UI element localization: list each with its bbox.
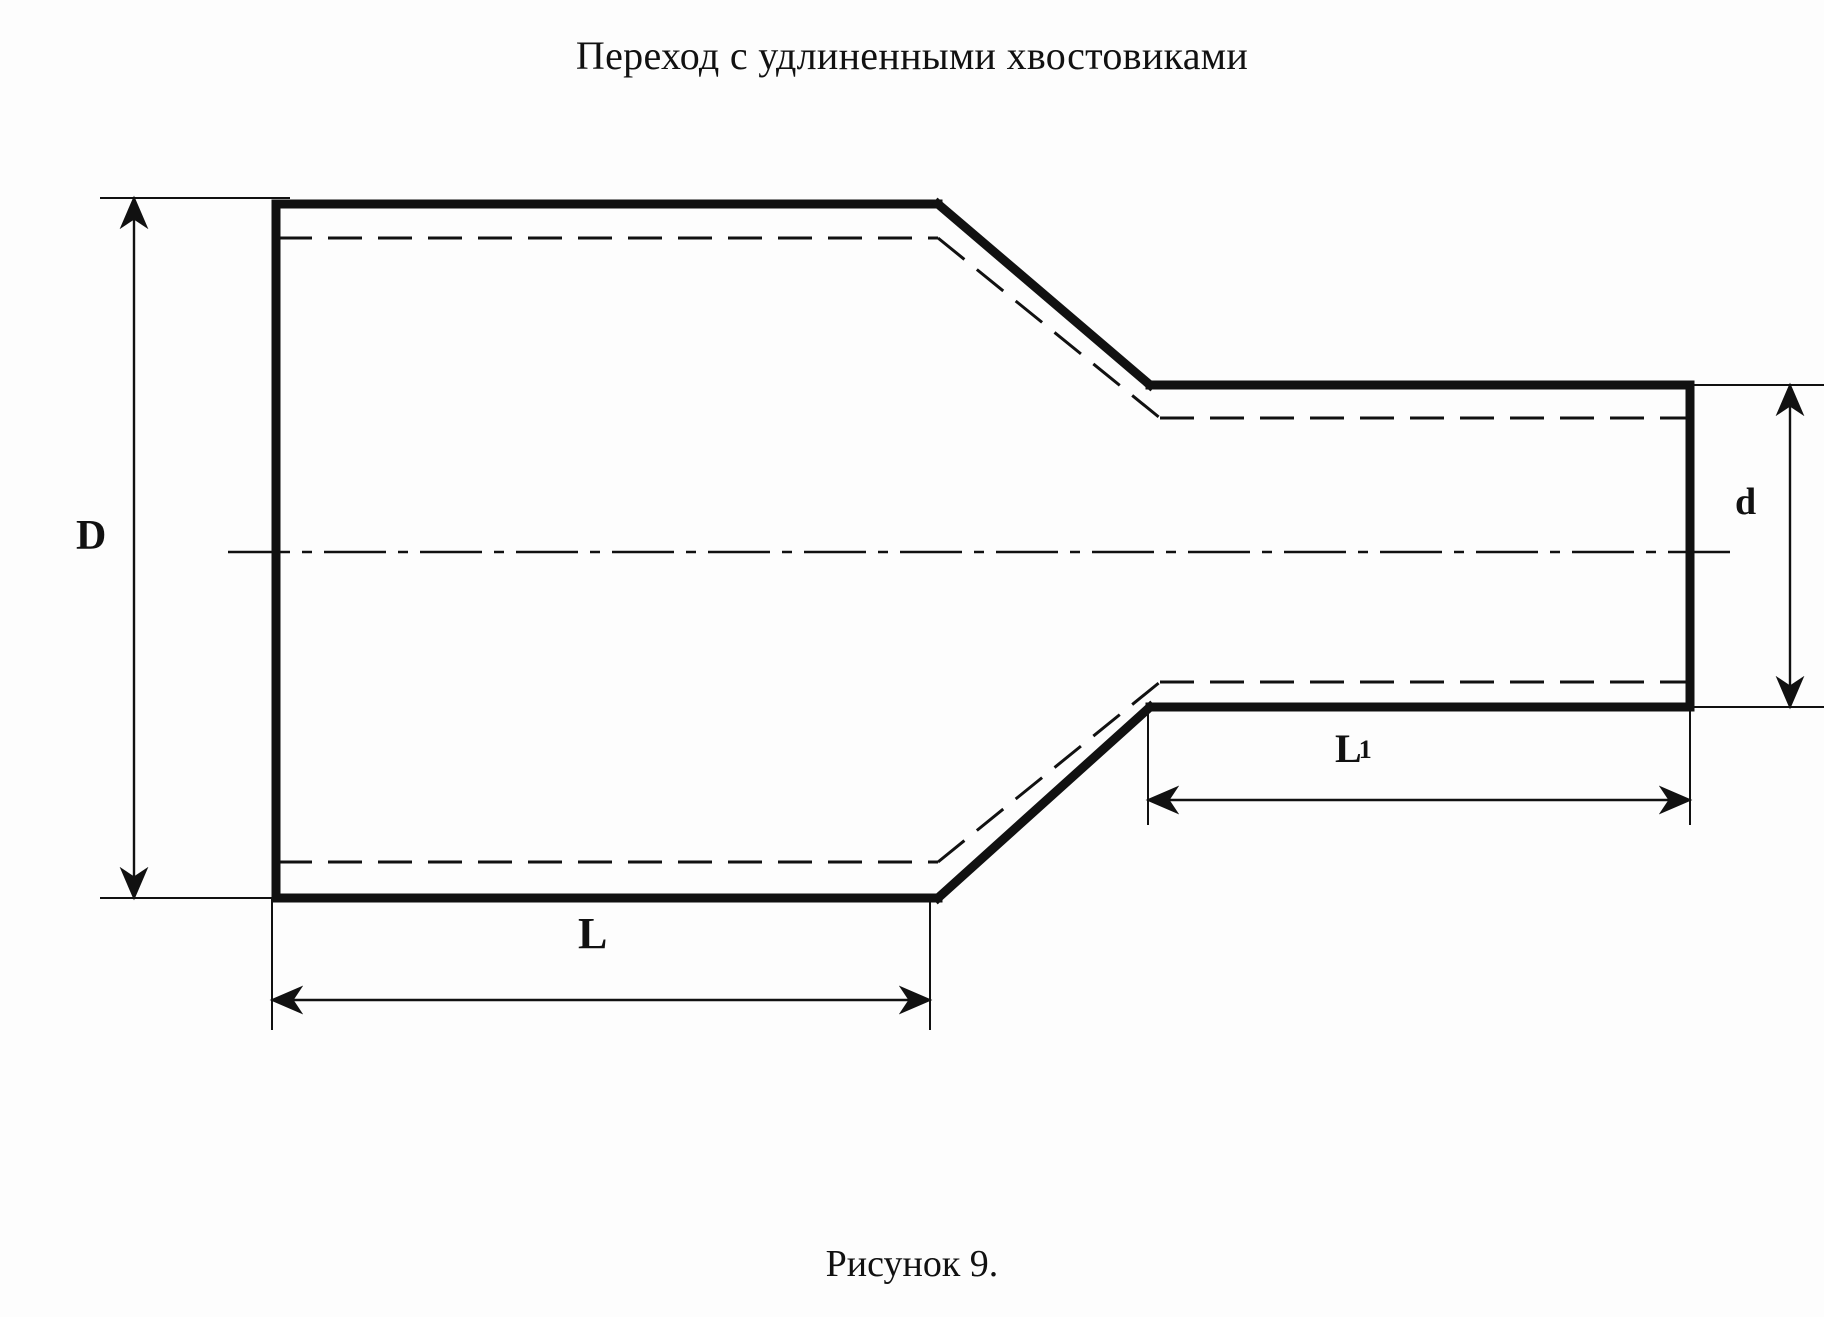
hidden-inner-lines	[278, 238, 1688, 862]
dimension-label-L	[578, 908, 607, 959]
dimension-label-D: D	[76, 513, 107, 559]
witness-lines	[100, 198, 1824, 1030]
dimension-label-L1	[1335, 725, 1375, 772]
figure-caption: Рисунок 9.	[825, 1243, 999, 1285]
dimension-label-L1-subscript: 1	[1358, 735, 1372, 764]
dimension-label-L1-text: L	[1335, 726, 1362, 771]
dimension-label-d: d	[1735, 481, 1757, 523]
page-title: Переход с удлиненными хвостовиками	[575, 33, 1249, 78]
dimension-label-L-text: L	[578, 909, 608, 958]
